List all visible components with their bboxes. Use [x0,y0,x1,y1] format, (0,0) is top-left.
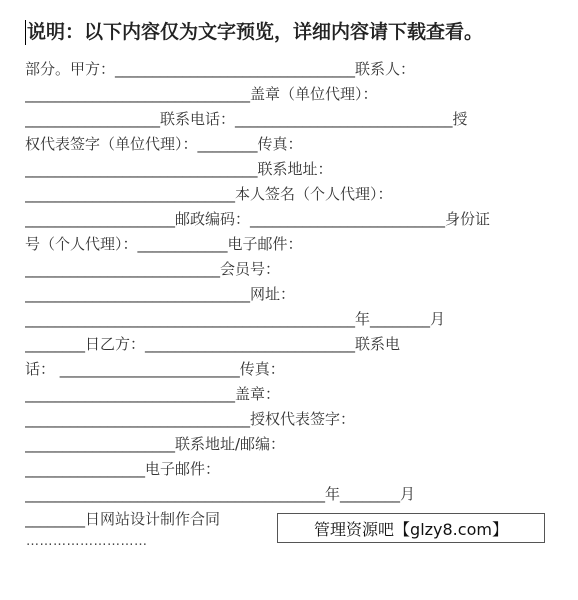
text-line: ____________________________________________年________月 [25,310,446,328]
text-line: ________________电子邮件： [25,460,221,478]
document-body [25,57,545,532]
text-line: ______________________________盖章（单位代理）： [25,85,378,103]
text-line: __________________________会员号： [25,260,281,278]
text-line: 部分。甲方：________________________________联系人： [25,60,416,78]
site-watermark: 管理资源吧【glzy8.com】 [277,513,545,543]
text-line: ____________________________盖章： [25,385,281,403]
continuation-dots: ……………………… [26,534,148,549]
preview-notice: 说明：以下内容仅为文字预览，详细内容请下载查看。 [27,21,484,43]
text-line: ____________________邮政编码：__________________________身份证 [25,210,491,228]
text-line: ______________________________网址： [25,285,296,303]
text-line: 话： ________________________传真： [25,360,285,378]
text-line: ______________________________授权代表签字： [25,410,356,428]
text-line: _______________________________联系地址： [25,160,333,178]
text-line: ____________________________本人签名（个人代理）： [25,185,393,203]
text-line: ________日网站设计制作合同 [25,510,221,528]
text-cursor [25,20,26,45]
text-line: ________日乙方：____________________________联系电 [25,335,401,353]
text-line: ________________________________________年________月 [25,485,416,503]
text-line: ____________________联系地址/邮编： [25,435,286,453]
text-line: __________________联系电话：_____________________________授 [25,110,468,128]
text-line: 权代表签字（单位代理）：________传真： [25,135,303,153]
text-line: 号（个人代理）：____________电子邮件： [25,235,303,253]
